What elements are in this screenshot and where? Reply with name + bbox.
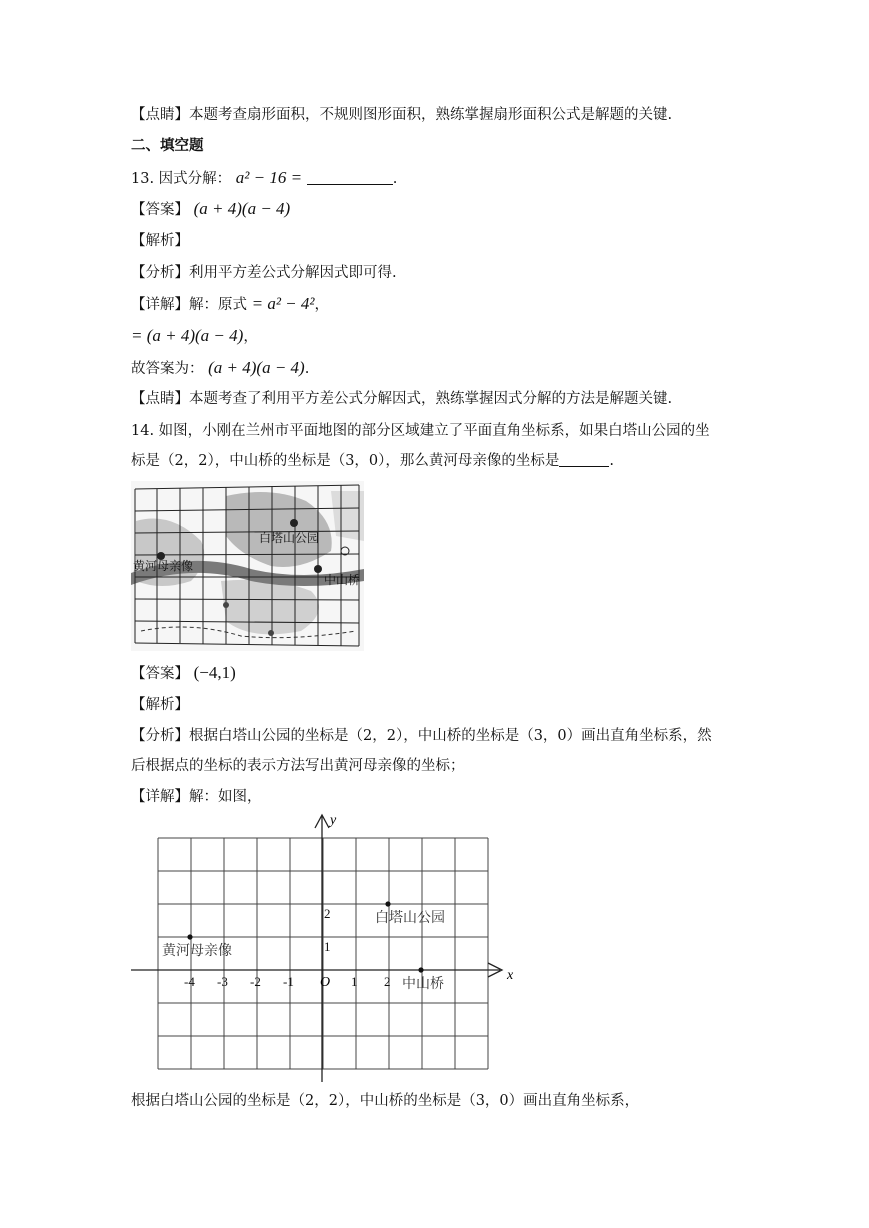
label-huanghe: 黄河母亲像 (162, 943, 232, 959)
q13-final-expr: (a + 4)(a − 4) (208, 358, 305, 377)
q14-answer-blank (559, 452, 609, 467)
q13-final-end: . (304, 361, 310, 377)
x-axis-label: x (507, 968, 514, 983)
q13-answer: (a + 4)(a − 4) (193, 199, 291, 218)
q13-expression: a² − 16 = (235, 168, 303, 187)
label-zhongshan: 中山桥 (402, 976, 444, 992)
x-tick-label: -4 (184, 974, 195, 989)
x-tick-label: -1 (283, 974, 294, 989)
q14-line2-end: . (609, 453, 615, 469)
y-tick-label: 1 (324, 939, 331, 954)
last-line: 根据白塔山公园的坐标是（2，2），中山桥的坐标是（3，0）画出直角坐标系， (131, 1093, 640, 1109)
q13-end: . (392, 171, 398, 187)
x-tick-label: 1 (351, 974, 358, 989)
q13-step2 (131, 326, 258, 347)
q13-xiangjie (131, 294, 329, 315)
lanzhou-map-photo (131, 481, 364, 651)
q14-xiangjie: 【详解】解：如图， (131, 789, 262, 805)
q13-xiangjie-end: ， (314, 297, 329, 313)
point-marker (385, 901, 390, 906)
q14-answer-line (131, 663, 236, 684)
label-baitashan: 白塔山公园 (375, 910, 445, 926)
q14-line2-prefix: 标是（2，2），中山桥的坐标是（3，0），那么黄河母亲像的坐标是 (131, 453, 560, 469)
answer-label: 【答案】 (131, 202, 189, 218)
map-label-zhongshan: 中山桥 (324, 573, 361, 587)
question-14-line-1: 14. 如图，小刚在兰州市平面地图的部分区域建立了平面直角坐标系，如果白塔山公园的坐 (131, 423, 710, 439)
x-tick-label: -2 (250, 974, 261, 989)
map-label-huanghe: 黄河母亲像 (133, 559, 194, 573)
point-marker (187, 934, 192, 939)
answer-label-14: 【答案】 (131, 666, 189, 682)
q14-answer: (−4,1) (193, 663, 236, 682)
q13-final (131, 358, 309, 379)
q13-step2-expr: = (a + 4)(a − 4) (131, 326, 244, 345)
q13-step2-end: ， (243, 329, 258, 345)
origin-label: O (320, 975, 331, 990)
coordinate-grid-figure (128, 810, 528, 1085)
q13-prefix: 13. 因式分解： (131, 171, 232, 187)
map-label-baitashan: 白塔山公园 (259, 531, 320, 545)
q14-jiexi: 【解析】 (131, 697, 189, 713)
x-tick-label: -3 (217, 974, 228, 989)
q13-xiangjie-prefix: 【详解】解：原式 (131, 297, 247, 313)
q14-fenxi-line-2: 后根据点的坐标的表示方法写出黄河母亲像的坐标； (131, 758, 465, 774)
q13-xiangjie-expr: = a² − 4² (251, 294, 315, 313)
y-axis-label: y (330, 813, 337, 828)
y-tick-label: 2 (324, 906, 331, 921)
point-marker (418, 967, 423, 972)
question-13 (131, 168, 397, 189)
question-14-line-2 (131, 451, 614, 471)
dianjing-remark-1: 【点睛】本题考查扇形面积，不规则图形面积，熟练掌握扇形面积公式是解题的关键. (131, 107, 673, 123)
q13-answer-blank (307, 170, 393, 185)
q13-answer-line (131, 199, 290, 220)
q13-fenxi: 【分析】利用平方差公式分解因式即可得. (131, 265, 397, 281)
q13-final-prefix: 故答案为： (131, 361, 204, 377)
q14-fenxi-line-1: 【分析】根据白塔山公园的坐标是（2，2），中山桥的坐标是（3，0）画出直角坐标系，然 (131, 728, 712, 744)
q13-jiexi: 【解析】 (131, 233, 189, 249)
dianjing-remark-2: 【点睛】本题考查了利用平方差公式分解因式，熟练掌握因式分解的方法是解题关键. (131, 391, 673, 407)
x-tick-label: 2 (384, 974, 391, 989)
section-title: 二、填空题 (131, 138, 204, 154)
